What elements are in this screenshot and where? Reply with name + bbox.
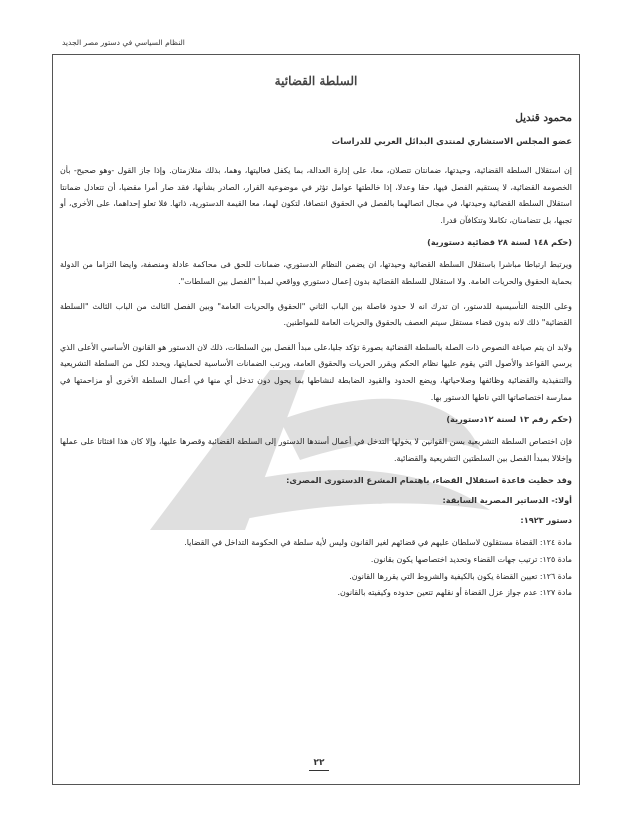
document-title: السلطة القضائية	[274, 74, 358, 88]
running-header: النظام السياسي في دستور مصر الجديد	[62, 38, 185, 47]
court-ruling-citation: (حكم ١٤٨ لسنة ٢٨ قضائية دستورية)	[427, 237, 572, 248]
body-paragraph: ولابد ان يتم صياغة النصوص ذات الصلة بالسلطة القضائية بصورة تؤكد جليا،على مبدأ الفصل بين السلطات، ذلك لان الدستور هو القانون الأساسي الأعلى الذي يرسي القواعد والأصول التي يقوم عليها نظام الحكم ويقرر الحريات والحقوق العامة، ويرتب الضمانات الأساسية لحمايتها، ويحدد لكل من السلطة التشريعية والتنفيذية والقضائية وظائفها وصلاحياتها، ويضع الحدود والقيود الضابطة لنشاطها بما يحول دون تدخل أي منها في أعمال السلطة الأخرى أو مزاحمتها في ممارسة اختصاصاتها التي ناطها الدستور بها.	[60, 342, 572, 402]
document-content	[60, 62, 572, 602]
court-ruling-citation: (حكم رقم ١٣ لسنة ١٢دستورية)	[446, 414, 572, 425]
constitution-heading: دستور ١٩٢٣:	[520, 515, 572, 526]
article-item: مادة ١٢٤: القضاة مستقلون لاسلطان عليهم في قضائهم لغير القانون وليس لأية سلطة في الحكومة التداخل في القضايا.	[184, 538, 572, 548]
section-heading: وقد حظيت قاعدة استقلال القضاء، باهتمام المشرع الدستورى المصرى:	[286, 475, 572, 486]
body-paragraph: ويرتبط ارتباطا مباشرا باستقلال السلطة القضائية وحيدتها، ان يضمن النظام الدستوري، ضمانات للحق فى محاكمة عادلة ومنصفة، وايضا التزاما من الدولة بحماية الحقوق والحريات العامة. ولا استقلال للسلطة القضائية بدون إعمال دستوري وواقعي لمبدأ "الفصل بين السلطات".	[60, 260, 572, 286]
article-item: مادة ١٢٦: تعيين القضاة يكون بالكيفية والشروط التي يقررها القانون.	[349, 571, 572, 581]
body-paragraph: وعلى اللجنة التأسيسية للدستور، ان تدرك انه لا حدود فاصلة بين الباب الثاني "الحقوق والحريات العامة" وبين الفصل الثالث من الباب الثالث "السلطة القضائية" ذلك لانه بدون قضاء مستقل سيتم العصف بالحقوق والحريات العامة للمواطنين.	[60, 301, 572, 328]
page-number	[0, 758, 638, 771]
article-item: مادة ١٢٧: عدم جواز عزل القضاة أو نقلهم تتعين حدوده وكيفيته بالقانون.	[337, 588, 572, 598]
page-number-text: ٢٢	[313, 758, 325, 768]
subsection-heading: أولا:- الدساتير المصرية السابقة:	[442, 495, 572, 506]
author-name: محمود قنديل	[515, 112, 572, 124]
article-item: مادة ١٢٥: ترتيب جهات القضاء وتحديد اختصاصها يكون بقانون.	[370, 554, 572, 564]
page-number-underline	[309, 770, 329, 771]
body-paragraph: إن استقلال السلطة القضائية، وحيدتها، ضمانتان تتصلان، معا، على إدارة العدالة، بما يكفل فعاليتها، وهما، بذلك متلازمتان. وإذا جاز القول -وهو صحيح- بأن الخصومة القضائية، لا يستقيم الفصل فيها، حقا وعدلا، إذا خالطتها عوامل تؤثر في موضوعية القرار، الصادر بشأنها، فقد صار أمرا مقضيا، أن تتعادل ضمانتا استقلال السلطة القضائية وحيدتها، في مجال اتصالهما بالفصل في الحقوق انتصافا، لتكون لهما، معا القيمة الدستورية، ذاتها. فلا تعلو إحداهما، على الأخرى، أو تجبها، بل تتضامنان، تكاملا وتتكافآن قدرا.	[60, 166, 572, 225]
body-paragraph: فإن اختصاص السلطة التشريعية بسن القوانين لا يخولها التدخل في أعمال أسندها الدستور إلى السلطة القضائية وقصرها عليها، وإلا كان هذا افتئاتا على عملها وإخلالا بمبدأ الفصل بين السلطتين التشريعية والقضائية.	[60, 437, 572, 463]
author-affiliation: عضو المجلس الاستشاري لمنتدى البدائل العربي للدراسات	[331, 137, 572, 147]
